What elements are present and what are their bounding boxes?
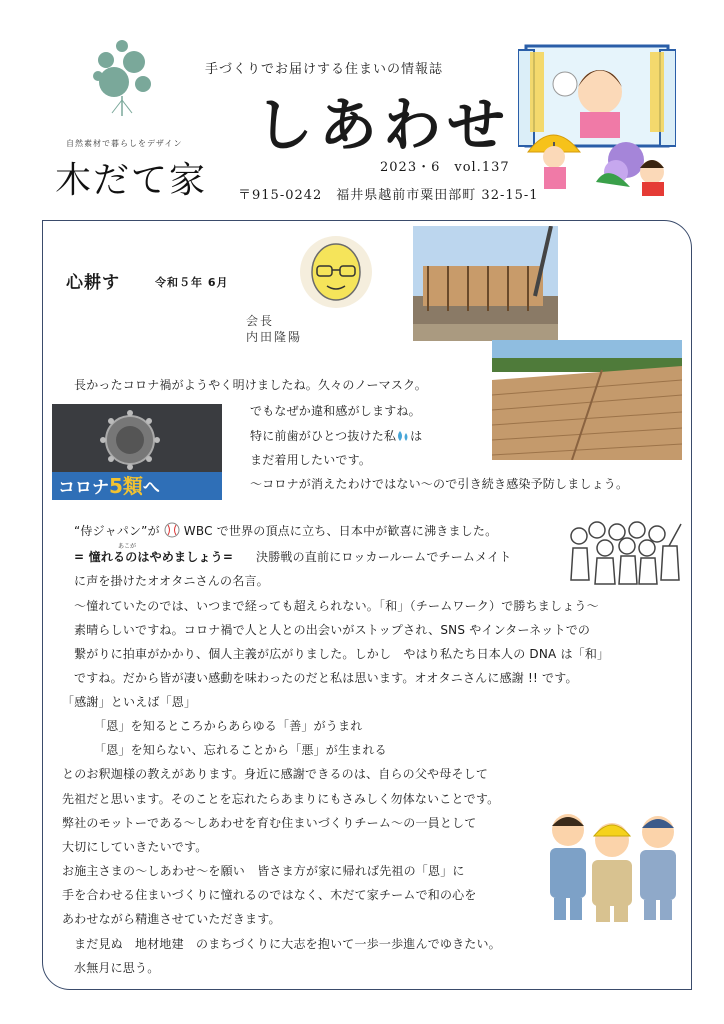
body-line: ～憧れていたのでは、いつまで経っても超えられない。「和」（チームワーク）で勝ちましょう～ <box>74 599 599 613</box>
logo-name: 木だて家 <box>55 160 208 201</box>
quote-heading: = 憧れるのはやめましょう= <box>74 550 234 564</box>
body-line: 決勝戦の直前にロッカールームでチームメイト <box>256 550 512 564</box>
body-line: 大切にしていきたいです。 <box>62 840 208 854</box>
body-line: 水無月に思う。 <box>74 961 160 975</box>
body-line: に声を掛けたオオタニさんの名言。 <box>74 574 269 588</box>
logo-tagline: 自然素材で暮らしをデザイン <box>66 139 183 148</box>
author-avatar <box>297 232 375 312</box>
newsletter-title: しあわせ <box>255 91 512 159</box>
body-line: でもなぜか違和感がしますね。 <box>250 404 421 418</box>
corona-news-image <box>52 404 222 500</box>
baseball-icon <box>164 522 180 538</box>
water-drop-icon <box>396 430 410 442</box>
body-line: 弊社のモットーである～しあわせを育む住まいづくりチーム～の一員として <box>62 816 477 830</box>
newsletter-subtitle: 手づくりでお届けする住まいの情報誌 <box>205 62 444 77</box>
corona-caption: コロナ5類へ <box>52 472 222 500</box>
workers-illustration <box>538 800 688 925</box>
roof-boards-photo <box>492 340 682 460</box>
body-line: 先祖だと思います。そのことを忘れたらあまりにもさみしく勿体ないことです。 <box>62 792 500 806</box>
body-line: 「恩」を知らない、忘れることから「悪」が生まれる <box>94 743 387 757</box>
body-line: “侍ジャパン”が WBC で世界の頂点に立ち、日本中が歓喜に沸きました。 <box>74 524 498 538</box>
body-line: とのお釈迦様の教えがあります。身近に感謝できるのは、自らの父や母そして <box>62 767 489 781</box>
body-line: 手を合わせる住まいづくりに憧れるのではなく、木だて家チームで和の心を <box>62 888 477 902</box>
body-line: 「恩」を知るところからあらゆる「善」がうまれ <box>94 719 363 733</box>
author-role: 会長 <box>246 314 275 328</box>
article-date: 令和５年 6月 <box>155 276 229 289</box>
construction-frame-photo <box>413 226 558 341</box>
body-line: 長かったコロナ禍がようやく明けましたね。久々のノーマスク。 <box>74 378 427 392</box>
body-line: まだ見ぬ 地材地建 のまちづくりに大志を抱いて一歩一歩進んでゆきたい。 <box>74 937 501 951</box>
body-line: ～コロナが消えたわけではない～ので引き続き感染予防しましょう。 <box>250 477 629 491</box>
body-line: あわせながら精進させていただきます。 <box>62 912 281 926</box>
team-crowd-illustration <box>565 520 685 588</box>
logo-tree-icon <box>88 38 158 118</box>
issue-number: 2023・6 vol.137 <box>380 160 510 175</box>
body-line: まだ着用したいです。 <box>250 453 372 467</box>
body-line: 素晴らしいですね。コロナ禍で人と人との出会いがストップされ、SNS やインターネットでの <box>74 623 591 637</box>
body-line: 特に前歯がひとつ抜けた私 は <box>250 429 423 443</box>
body-line: ですね。だから皆が凄い感動を味わったのだと私は思います。オオタニさんに感謝 !! です。 <box>74 671 578 685</box>
children-window-illustration <box>518 42 676 202</box>
body-line: 繋がりに拍車がかかり、個人主義が広がりました。しかし やはり私たち日本人の DNA は「和」 <box>74 647 610 661</box>
body-line: 「感謝」といえば「恩」 <box>62 695 197 709</box>
author-name: 内田隆陽 <box>246 330 303 344</box>
furigana: あこが <box>118 543 137 550</box>
company-address: 〒915-0242 福井県越前市粟田部町 32-15-1 <box>238 188 539 203</box>
body-line: お施主さまの～しあわせ～を願い 皆さま方が家に帰れば先祖の「恩」に <box>62 864 465 878</box>
article-heading: 心耕す <box>66 273 120 293</box>
